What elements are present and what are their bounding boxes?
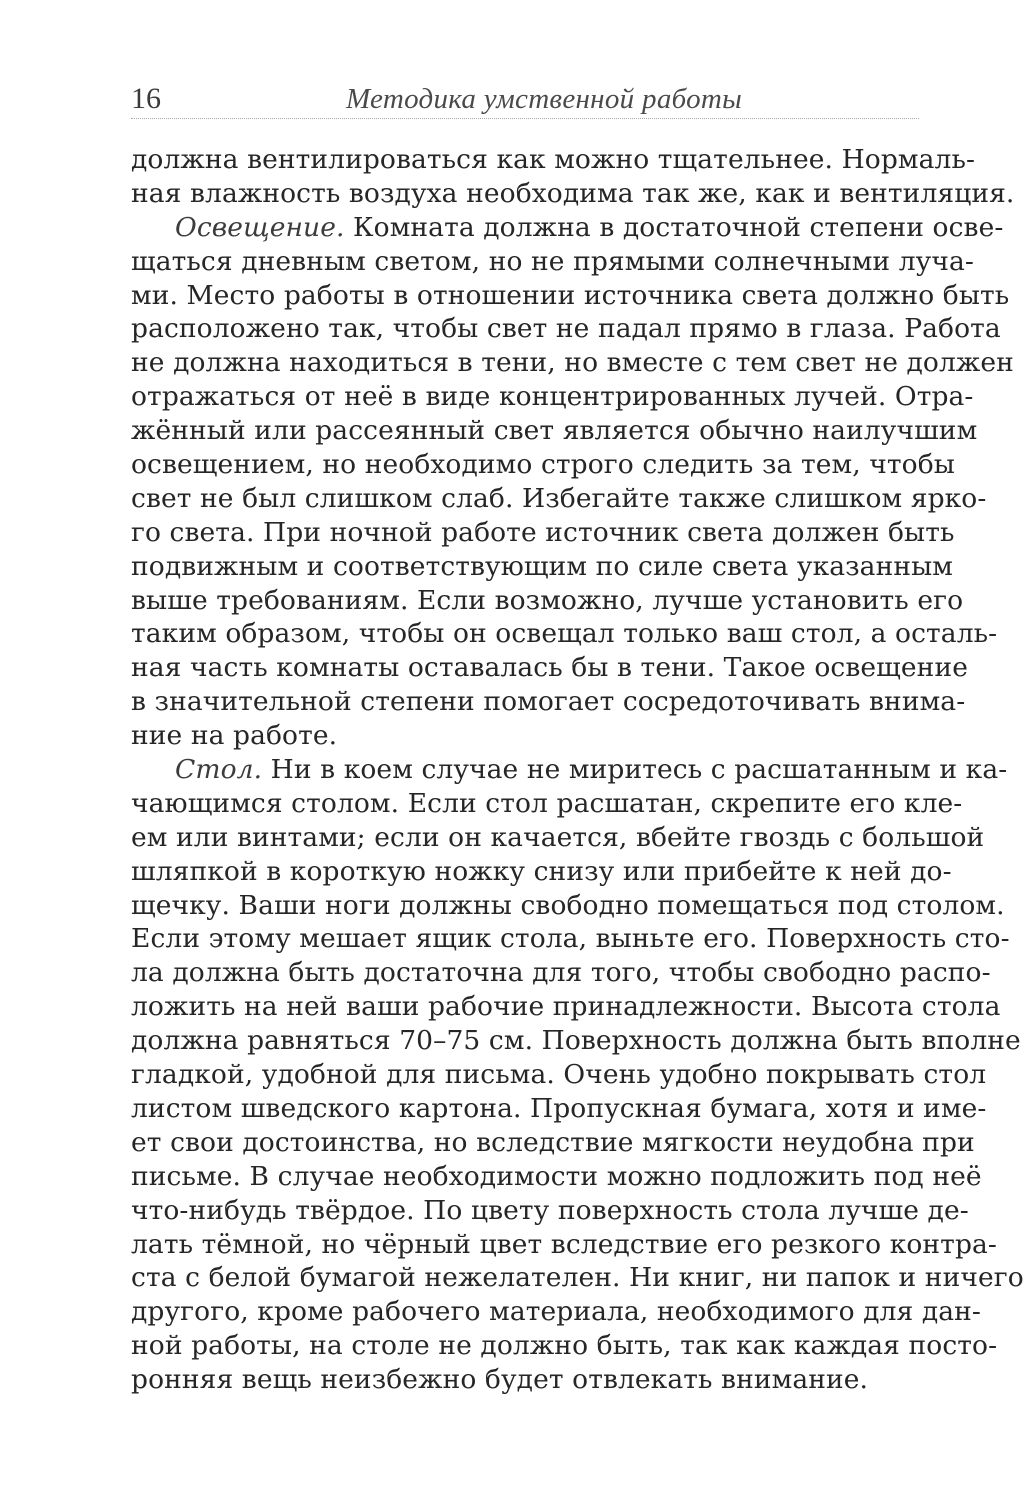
text-line: ронняя вещь неизбежно будет отвлекать внимание. (131, 1364, 869, 1396)
text-line: ем или винтами; если он качается, вбейте гвоздь с большой (131, 821, 985, 853)
text-line: ная часть комнаты оставалась бы в тени. Такое освещение (131, 652, 968, 684)
text-line: ет свои достоинства, но вследствие мягкости неудобна при (131, 1126, 975, 1158)
text-line: должна равняться 70–75 см. Поверхность должна быть вполне (131, 1025, 1021, 1057)
running-title: Методика умственной работы (346, 83, 743, 115)
text-line: не должна находиться в тени, но вместе с тем свет не должен (131, 347, 1014, 379)
body-text (131, 143, 1024, 1397)
run-in-heading-lighting: Освещение. (175, 211, 345, 243)
text-line: что-нибудь твёрдое. По цвету поверхность стола лучше де- (131, 1194, 969, 1226)
text-line: чающимся столом. Если стол расшатан, скрепите его кле- (131, 787, 963, 819)
text-line-rest: Ни в коем случае не миритесь с расшатанным и ка- (262, 754, 1008, 786)
text-line: выше требованиям. Если возможно, лучше установить его (131, 584, 964, 616)
text-line: в значительной степени помогает сосредоточивать внима- (131, 686, 966, 718)
text-line: го света. При ночной работе источник света должен быть (131, 516, 955, 548)
text-line: другого, кроме рабочего материала, необходимого для дан- (131, 1296, 981, 1328)
text-line: ми. Место работы в отношении источника света должно быть (131, 279, 1010, 311)
text-line: щечку. Ваши ноги должны свободно помещаться под столом. (131, 889, 1005, 921)
page-number: 16 (131, 82, 161, 115)
text-line: расположено так, чтобы свет не падал прямо в глаза. Работа (131, 313, 1001, 345)
text-line: жённый или рассеянный свет является обычно наилучшим (131, 415, 978, 447)
text-line: должна вентилироваться как можно тщательнее. Нормаль- (131, 144, 976, 175)
text-line: листом шведского картона. Пропускная бумага, хотя и име- (131, 1092, 987, 1124)
text-line: таким образом, чтобы он освещал только ваш стол, а осталь- (131, 618, 998, 650)
text-line-rest: Комната должна в достаточной степени осве- (344, 211, 1004, 243)
paragraph-lighting (131, 211, 1014, 753)
text-line: письме. В случае необходимости можно подложить под неё (131, 1160, 982, 1192)
text-line: отражаться от неё в виде концентрированных лучей. Отра- (131, 381, 974, 413)
text-line: ста с белой бумагой нежелателен. Ни книг, ни папок и ничего (131, 1262, 1024, 1294)
text-line: подвижным и соответствующим по силе света указанным (131, 550, 954, 582)
text-line: гладкой, удобной для письма. Очень удобно покрывать стол (131, 1059, 987, 1091)
text-line: ной работы, на столе не должно быть, так как каждая посто- (131, 1330, 998, 1362)
text-line: лать тёмной, но чёрный цвет вследствие его резкого контра- (131, 1228, 997, 1260)
text-line: Если этому мешает ящик стола, выньте его. Поверхность сто- (131, 923, 1010, 955)
text-line: ложить на ней ваши рабочие принадлежности. Высота стола (131, 991, 1001, 1023)
paragraph-ventilation (131, 143, 1015, 211)
paragraph-table (131, 753, 1024, 1397)
text-line (131, 753, 1008, 787)
text-line: шляпкой в короткую ножку снизу или прибейте к ней до- (131, 855, 952, 887)
running-header (131, 80, 919, 120)
text-line: ная влажность воздуха необходима так же, как и вентиляция. (131, 177, 1015, 209)
text-line: свет не был слишком слаб. Избегайте также слишком ярко- (131, 482, 987, 514)
text-line: освещением, но необходимо строго следить за тем, чтобы (131, 449, 955, 481)
header-dotted-rule (131, 118, 919, 119)
text-line: ла должна быть достаточна для того, чтобы свободно распо- (131, 957, 991, 989)
text-line: щаться дневным светом, но не прямыми солнечными луча- (131, 245, 974, 277)
text-line (131, 211, 1004, 245)
run-in-heading-table: Стол. (175, 754, 263, 786)
text-line: ние на работе. (131, 720, 338, 752)
